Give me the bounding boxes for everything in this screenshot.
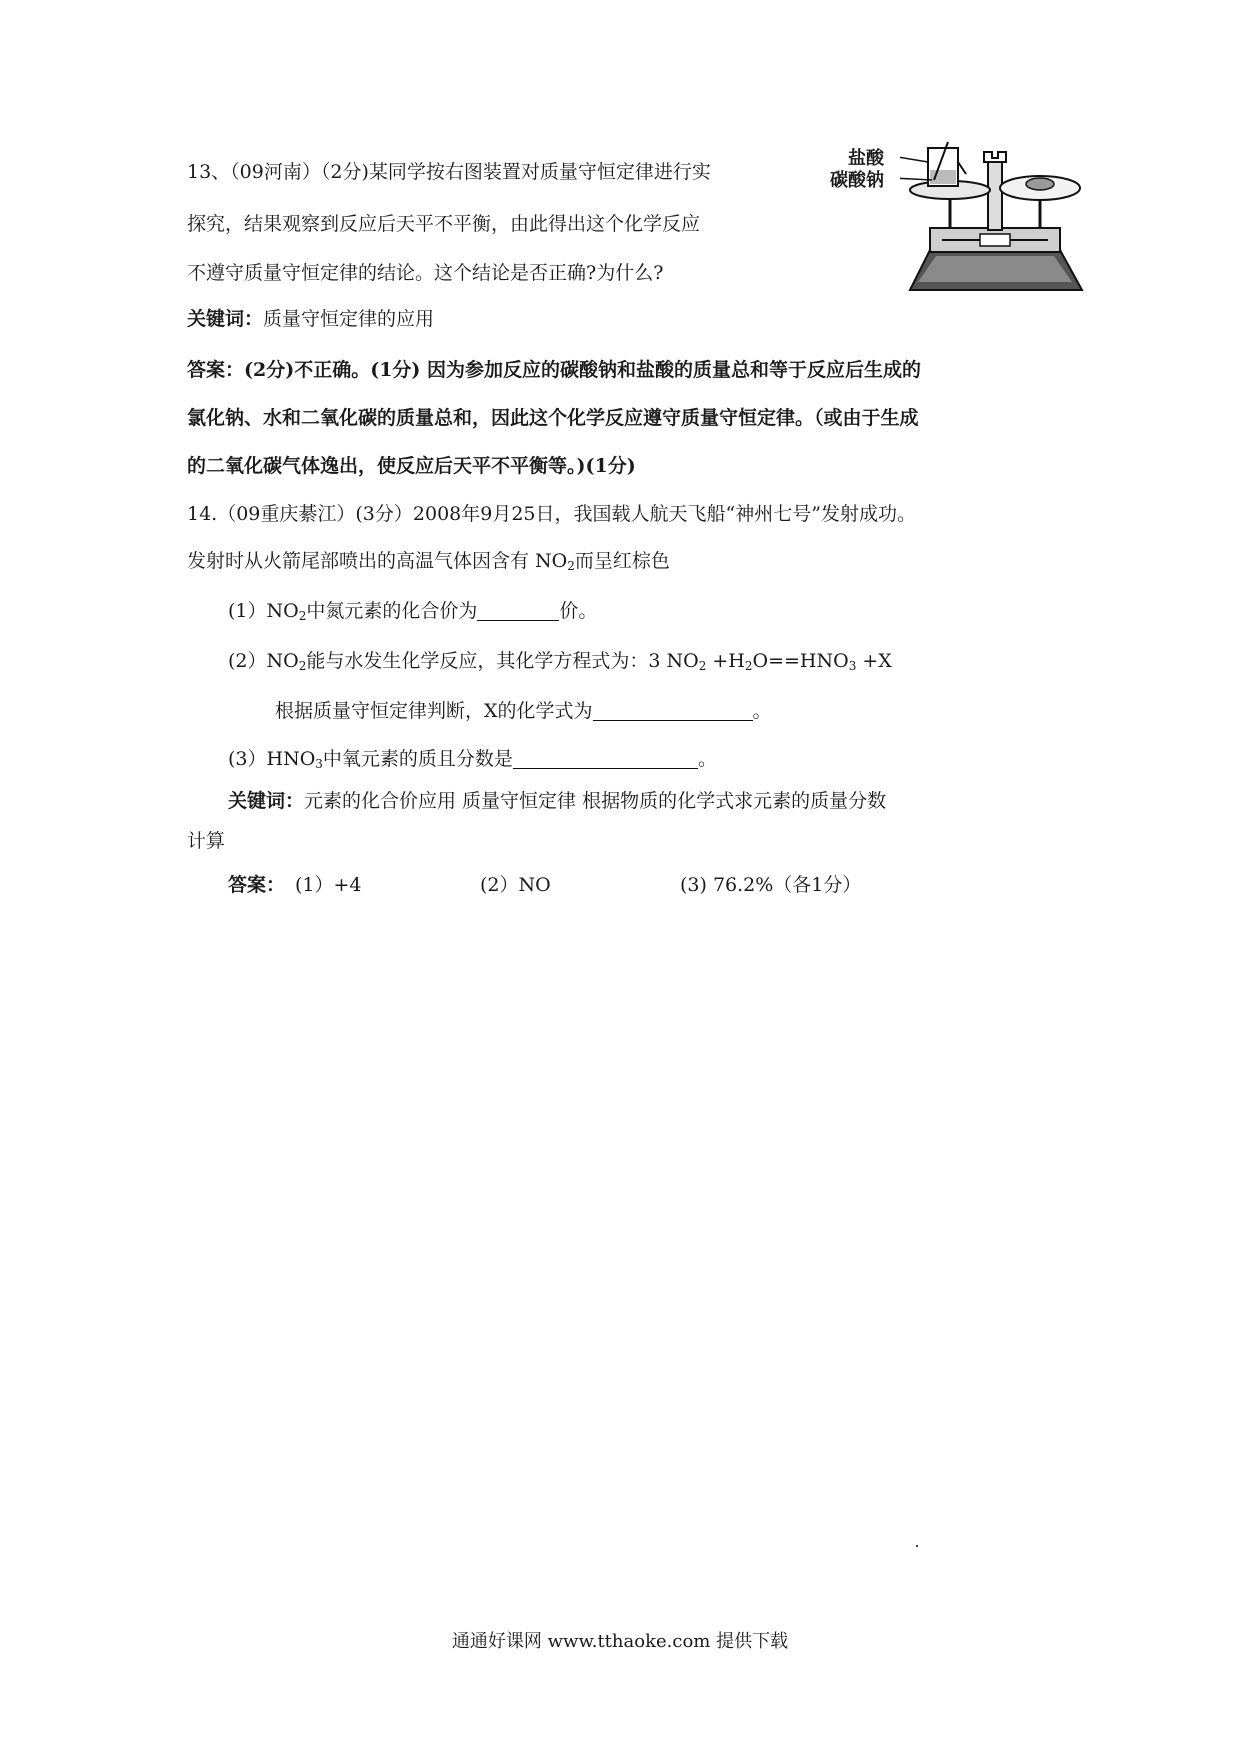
q13-line-1: 13、（09河南）（2分)某同学按右图装置对质量守恒定律进行实	[187, 161, 711, 183]
q14-line-2-b: 而呈红棕色	[574, 550, 670, 572]
q14-p2-sub4: 3	[848, 659, 857, 673]
q14-p3-b: 中氧元素的质且分数是	[322, 748, 513, 770]
q14-p2-sub1: 2	[298, 659, 307, 673]
q14-p1-blank[interactable]	[477, 600, 559, 621]
q14-p2-blank[interactable]	[593, 700, 753, 721]
q14-line-2-a: 发射时从火箭尾部喷出的高温气体因含有 NO	[187, 550, 568, 572]
q14-part-2-line-2	[275, 697, 772, 725]
q14-line-1: 14.（09重庆綦江）(3分）2008年9月25日，我国载人航天飞船“神州七号”发射成功。	[187, 503, 916, 525]
q13-keyword-label: 关键词：	[187, 308, 264, 330]
q13-keywords	[187, 305, 434, 333]
footer-source: 通通好课网 www.tthaoke.com 提供下载	[451, 1631, 789, 1652]
q14-answer-1: (1）+4	[295, 874, 362, 896]
q14-p2-end: 。	[752, 700, 772, 722]
q13-answer-line-1: 答案：(2分)不正确。(1分) 因为参加反应的碳酸钠和盐酸的质量总和等于反应后生成的	[187, 359, 922, 381]
q14-keywords-cont: 计算	[187, 830, 226, 852]
q14-part-2	[228, 647, 892, 675]
balance-scale-drawing	[900, 140, 1090, 300]
q14-p2-line2-text: 根据质量守恒定律判断，X的化学式为	[275, 700, 593, 722]
q14-keyword-text: 元素的化合价应用 质量守恒定律 根据物质的化学式求元素的质量分数	[304, 790, 887, 812]
q14-p1-a: (1）NO	[228, 600, 299, 622]
q14-answer-2: (2）NO	[480, 874, 551, 896]
q14-p2-a: (2）NO	[228, 650, 299, 672]
q14-p1-sub: 2	[298, 609, 307, 623]
q14-p3-blank[interactable]	[513, 748, 698, 769]
q14-p1-c: 价。	[559, 600, 598, 622]
q14-p2-sub3: 2	[744, 659, 753, 673]
q14-p3-a: (3）HNO	[228, 748, 316, 770]
q14-p2-b: 能与水发生化学反应，其化学方程式为：3 NO	[306, 650, 699, 672]
q14-p2-sub2: 2	[698, 659, 707, 673]
q13-answer-line-3: 的二氧化碳气体逸出，使反应后天平不平衡等。)(1分)	[187, 455, 636, 477]
balance-scale-figure	[830, 140, 1090, 300]
q14-p3-sub: 3	[315, 757, 323, 771]
q13-keyword-text: 质量守恒定律的应用	[263, 308, 435, 330]
q14-keywords	[228, 787, 886, 815]
q14-answer	[228, 871, 285, 899]
q14-p1-b: 中氮元素的化合价为	[306, 600, 478, 622]
q13-line-2: 探究，结果观察到反应后天平不平衡，由此得出这个化学反应	[187, 213, 701, 235]
q14-p3-end: 。	[697, 748, 717, 770]
q13-answer-line-2: 氯化钠、水和二氧化碳的质量总和，因此这个化学反应遵守质量守恒定律。（或由于生成	[187, 407, 919, 429]
stray-dot	[916, 1545, 918, 1547]
q14-answer-label: 答案：	[228, 874, 286, 896]
q14-p2-e: +X	[856, 650, 892, 672]
q14-keyword-label: 关键词：	[228, 790, 305, 812]
q14-line-2-sub: 2	[567, 559, 575, 573]
q14-line-2	[187, 547, 670, 575]
q14-p2-c: +H	[706, 650, 745, 672]
q14-part-1	[228, 597, 597, 625]
q13-line-3: 不遵守质量守恒定律的结论。这个结论是否正确?为什么?	[187, 262, 664, 284]
figure-label-na2co3: 碳酸钠	[830, 170, 884, 191]
q14-part-3	[228, 745, 717, 773]
q14-p2-d: O==HNO	[752, 650, 849, 672]
figure-label-hcl: 盐酸	[848, 148, 884, 169]
q14-answer-3: (3) 76.2%（各1分）	[680, 874, 862, 896]
